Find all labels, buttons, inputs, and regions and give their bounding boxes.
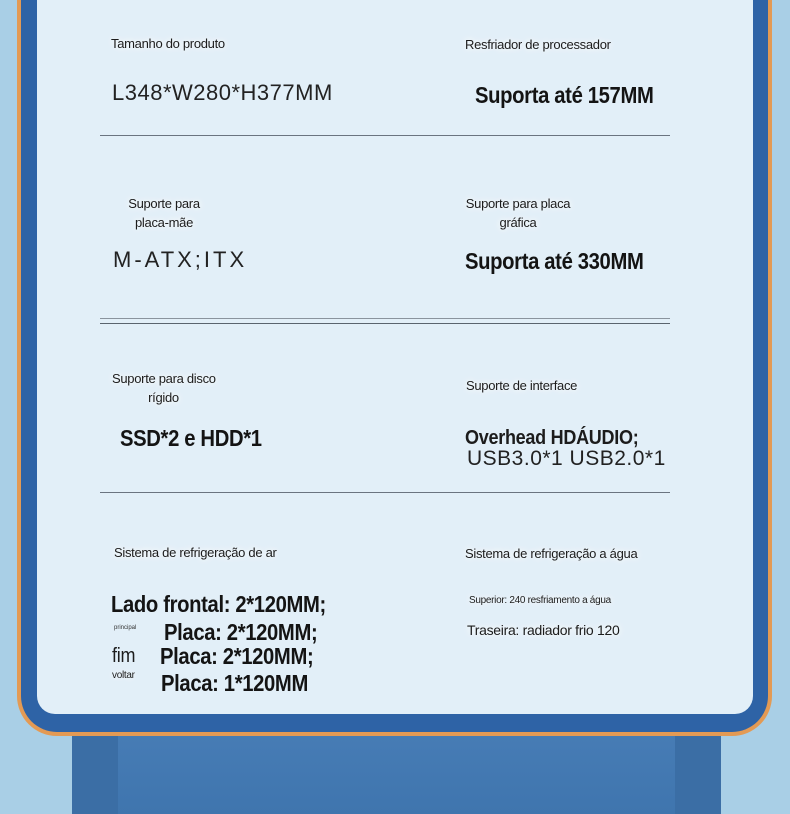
cooler-value: Suporta até 157MM: [475, 82, 654, 108]
air-line-2: Placa: 2*120MM;: [164, 619, 318, 645]
size-value: L348*W280*H377MM: [112, 80, 333, 105]
air-small-fim: fim: [112, 645, 136, 667]
air-small-voltar: voltar: [112, 670, 135, 681]
gpu-label-line2: gráfica: [499, 215, 537, 230]
mobo-label-line2: placa-mãe: [135, 215, 193, 230]
gpu-value: Suporta até 330MM: [465, 248, 644, 274]
cooler-label: Resfriador de processador: [465, 37, 611, 52]
divider-1: [100, 135, 670, 136]
air-line-3: Placa: 2*120MM;: [160, 643, 314, 669]
disk-label-line2: rígido: [148, 390, 179, 405]
io-value-line2: USB3.0*1 USB2.0*1: [467, 447, 666, 470]
disk-label-line1: Suporte para disco: [112, 371, 216, 386]
divider-3: [100, 492, 670, 493]
mobo-label-line1: Suporte para: [128, 196, 200, 211]
water-label: Sistema de refrigeração a água: [465, 546, 638, 561]
io-label: Suporte de interface: [466, 378, 578, 393]
gpu-label-line1: Suporte para placa: [465, 196, 571, 211]
water-top: Superior: 240 resfriamento a água: [469, 595, 611, 606]
io-value-line1: Overhead HDÁUDIO;: [465, 427, 639, 449]
water-rear: Traseira: radiador frio 120: [467, 622, 620, 638]
air-small-principal: principal: [114, 625, 137, 631]
disk-value: SSD*2 e HDD*1: [120, 425, 262, 451]
divider-2: [100, 318, 670, 324]
air-line-1: Lado frontal: 2*120MM;: [111, 591, 326, 617]
size-label: Tamanho do produto: [111, 36, 225, 51]
air-label: Sistema de refrigeração de ar: [114, 545, 277, 560]
air-line-4: Placa: 1*120MM: [161, 670, 308, 696]
mobo-value: M-ATX;ITX: [113, 247, 248, 272]
